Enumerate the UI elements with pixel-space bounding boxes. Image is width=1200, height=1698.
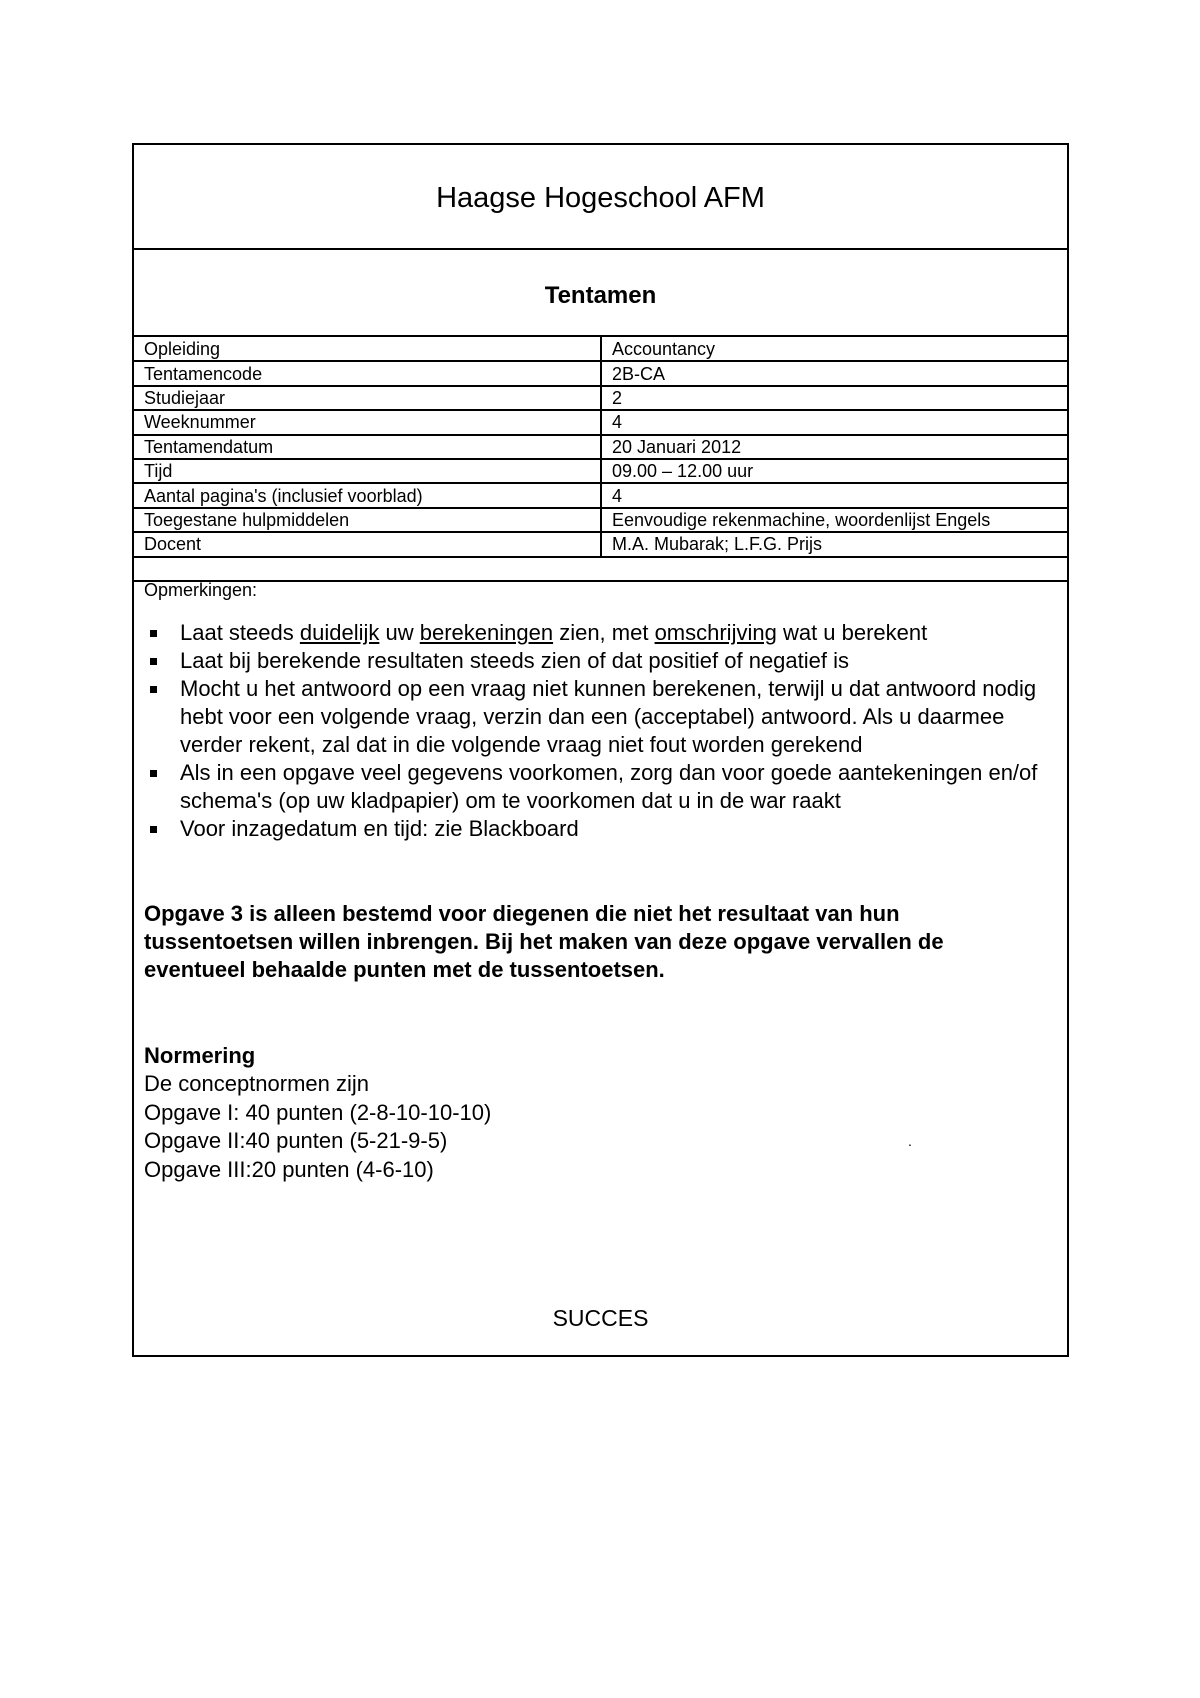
remark-text: zien, met bbox=[553, 620, 655, 645]
info-label: Tijd bbox=[134, 459, 601, 483]
info-value: M.A. Mubarak; L.F.G. Prijs bbox=[601, 532, 1067, 556]
square-bullet-icon bbox=[150, 770, 157, 777]
square-bullet-icon bbox=[150, 630, 157, 637]
remark-text: Voor inzagedatum en tijd: zie Blackboard bbox=[180, 816, 579, 841]
info-value: 20 Januari 2012 bbox=[601, 435, 1067, 459]
info-row bbox=[134, 532, 1067, 556]
info-row bbox=[134, 337, 1067, 361]
school-title: Haagse Hogeschool AFM bbox=[134, 145, 1067, 250]
info-label: Tentamencode bbox=[134, 361, 601, 385]
info-label: Aantal pagina's (inclusief voorblad) bbox=[134, 483, 601, 507]
norms-heading: Normering bbox=[144, 1043, 256, 1068]
empty-row bbox=[134, 557, 1067, 581]
info-row bbox=[134, 361, 1067, 385]
remark-item bbox=[144, 619, 1057, 647]
info-label: Toegestane hulpmiddelen bbox=[134, 508, 601, 532]
info-row bbox=[134, 459, 1067, 483]
info-value: Eenvoudige rekenmachine, woordenlijst Engels bbox=[601, 508, 1067, 532]
closing-success: SUCCES bbox=[552, 1305, 649, 1331]
remark-item bbox=[144, 759, 1057, 815]
remark-text: uw bbox=[379, 620, 420, 645]
norm-line: Opgave III:20 punten (4-6-10) bbox=[144, 1156, 434, 1182]
remark-text: Als in een opgave veel gegevens voorkomen, zorg dan voor goede aantekeningen en/of schema's (op uw kladpapier) om te voorkomen dat u in de war raakt bbox=[180, 760, 1038, 813]
opgave-3-notice: Opgave 3 is alleen bestemd voor diegenen die niet het resultaat van hun tussentoetsen willen inbrengen. Bij het maken van deze opgave vervallen de eventueel behaalde punten met de tussentoetsen. bbox=[144, 901, 944, 982]
norm-text: Opgave II:40 punten (5-21-9-5) bbox=[144, 1128, 448, 1153]
square-bullet-icon bbox=[150, 658, 157, 665]
info-row bbox=[134, 508, 1067, 532]
info-value: 4 bbox=[601, 410, 1067, 434]
remarks-title: Opmerkingen: bbox=[144, 580, 258, 600]
info-row bbox=[134, 410, 1067, 434]
info-label: Weeknummer bbox=[134, 410, 601, 434]
info-label: Studiejaar bbox=[134, 386, 601, 410]
info-row bbox=[134, 435, 1067, 459]
stray-dot: . bbox=[908, 1133, 912, 1149]
info-value: 2 bbox=[601, 386, 1067, 410]
square-bullet-icon bbox=[150, 686, 157, 693]
norm-line-with-dot bbox=[144, 1127, 1057, 1156]
exam-info-table bbox=[134, 337, 1067, 582]
info-row bbox=[134, 386, 1067, 410]
underlined-word: berekeningen bbox=[419, 620, 554, 645]
remark-item bbox=[144, 815, 1057, 843]
remark-text: wat u berekent bbox=[776, 620, 928, 645]
remark-item bbox=[144, 675, 1057, 759]
info-row bbox=[134, 483, 1067, 507]
remarks-list bbox=[144, 619, 1057, 843]
info-value: 4 bbox=[601, 483, 1067, 507]
info-value: Accountancy bbox=[601, 337, 1067, 361]
info-value: 09.00 – 12.00 uur bbox=[601, 459, 1067, 483]
square-bullet-icon bbox=[150, 826, 157, 833]
info-label: Tentamendatum bbox=[134, 435, 601, 459]
underlined-word: duidelijk bbox=[299, 620, 380, 645]
info-value: 2B-CA bbox=[601, 361, 1067, 385]
underlined-word: omschrijving bbox=[654, 620, 777, 645]
remark-item bbox=[144, 647, 1057, 675]
info-label: Docent bbox=[134, 532, 601, 556]
info-label: Opleiding bbox=[134, 337, 601, 361]
remark-text: Mocht u het antwoord op een vraag niet kunnen berekenen, terwijl u dat antwoord nodig hebt voor een volgende vraag, verzin dan een (acceptabel) antwoord. Als u daarmee verder rekent, zal dat in die volgende vraag niet fout worden gerekend bbox=[180, 676, 1037, 757]
exam-cover-frame bbox=[132, 143, 1069, 1357]
remark-text: Laat steeds bbox=[180, 620, 300, 645]
norm-line: Opgave I: 40 punten (2-8-10-10-10) bbox=[144, 1099, 492, 1125]
norm-line: De conceptnormen zijn bbox=[144, 1071, 370, 1096]
remark-text: Laat bij berekende resultaten steeds zien of dat positief of negatief is bbox=[180, 648, 849, 673]
document-type: Tentamen bbox=[134, 250, 1067, 337]
remarks-section bbox=[144, 579, 1057, 1184]
empty-cell bbox=[134, 557, 1067, 581]
